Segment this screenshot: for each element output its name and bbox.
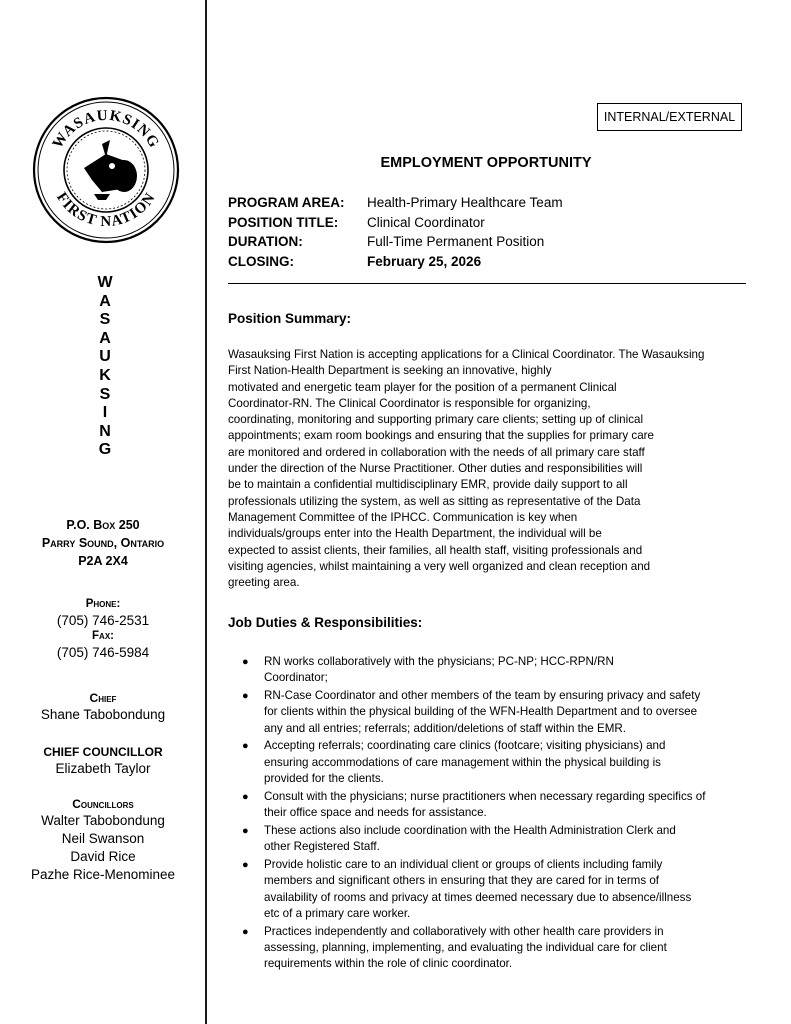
page-title: EMPLOYMENT OPPORTUNITY (380, 155, 592, 171)
vertical-letter: K (99, 366, 111, 384)
job-duties-list (228, 654, 748, 974)
detail-label: CLOSING: (228, 254, 294, 270)
beaver-emblem-icon (84, 140, 137, 200)
list-item-line: Practices independently and collaboratively with other health care providers in (264, 924, 664, 938)
detail-value: February 25, 2026 (367, 254, 482, 270)
chief-councillor-label: CHIEF COUNCILLOR (43, 745, 163, 759)
sidebar (0, 0, 206, 1024)
summary-line: Management Committee of the IPHCC. Communication is key when (228, 510, 578, 524)
councillor-name: Neil Swanson (61, 831, 145, 846)
list-item-line: Consult with the physicians; nurse practitioners when necessary regarding specifics of (264, 789, 706, 803)
job-duties-heading: Job Duties & Responsibilities: (228, 615, 423, 630)
councillors-label: Councillors (72, 797, 134, 811)
list-item (228, 738, 748, 787)
posting-type-badge: INTERNAL/EXTERNAL (597, 103, 742, 131)
councillor-name: Pazhe Rice-Menominee (30, 867, 176, 882)
list-item-line: provided for the clients. (264, 772, 384, 786)
detail-value: Clinical Coordinator (367, 214, 485, 230)
list-item-line: assessing, planning, implementing, and evaluating the individual care for client (264, 941, 667, 955)
vertical-letter: U (99, 348, 111, 366)
mailing-address (0, 516, 206, 570)
seal-bottom-text: FIRST NATION (52, 189, 160, 231)
vertical-letter: S (99, 385, 111, 403)
vertical-letter: A (99, 329, 111, 347)
list-item-line: RN-Case Coordinator and other members of the team by ensuring privacy and safety (264, 689, 701, 703)
phone-number: (705) 746-2531 (56, 613, 150, 628)
list-item-line: Provide holistic care to an individual client or groups of clients including family (264, 858, 663, 872)
chief-label: Chief (89, 691, 117, 705)
summary-line: individuals/groups enter into the Health Department, the individual will be (228, 527, 602, 541)
summary-line: coordinating, monitoring and supporting primary care clients; setting up of clinical (228, 413, 644, 427)
vertical-community-name (93, 274, 117, 460)
councillors-block (0, 796, 206, 884)
chief-councillor-block (0, 744, 206, 778)
position-summary-text (228, 347, 746, 591)
list-item-line: for clients within the physical building of the WFN-Health Department and to oversee (264, 705, 698, 719)
summary-line: Coordinator-RN. The Clinical Coordinator is responsible for organizing, (228, 396, 591, 410)
list-item (228, 823, 748, 856)
detail-value: Full-Time Permanent Position (367, 234, 545, 250)
summary-line: greeting area. (228, 576, 300, 590)
sidebar-divider (205, 0, 207, 1024)
summary-line: expected to assist clients, their families, all health staff, visiting professionals and (228, 543, 643, 557)
seal-top-text: WASAUKSING (49, 107, 163, 152)
chief-block (0, 690, 206, 724)
detail-label: POSITION TITLE: (228, 214, 339, 230)
summary-line: professionals utilizing the system, as well as sitting as representative of the Data (228, 494, 641, 508)
chief-name: Shane Tabobondung (40, 707, 166, 722)
detail-row-closing (228, 252, 563, 272)
phone-label: Phone: (85, 598, 121, 610)
list-item-line: RN works collaboratively with the physicians; PC-NP; HCC-RPN/RN (264, 655, 614, 668)
vertical-letter: W (97, 274, 113, 291)
vertical-letter: S (99, 311, 111, 329)
position-details (228, 193, 563, 272)
address-line: Parry Sound, Ontario (41, 536, 165, 550)
detail-label: DURATION: (228, 234, 303, 250)
list-item-line: their office space and needs for assistance. (264, 806, 487, 820)
summary-line: visiting agencies, whilst maintaining a very well organized and clean reception and (228, 559, 651, 573)
address-line: P2A 2X4 (78, 554, 128, 568)
detail-row-program-area (228, 193, 563, 213)
list-item-line: other Registered Staff. (264, 840, 380, 854)
vertical-letter: G (98, 441, 112, 459)
bullet-icon: ● (242, 790, 249, 803)
list-item (228, 654, 748, 687)
councillor-name: David Rice (70, 849, 136, 864)
bullet-icon: ● (242, 690, 249, 703)
section-divider (228, 283, 746, 284)
chief-councillor-name: Elizabeth Taylor (55, 761, 151, 776)
vertical-letter: N (99, 422, 111, 440)
list-item-line: requirements within the role of clinic coordinator. (264, 957, 513, 971)
list-item (228, 924, 748, 973)
vertical-letter: A (99, 292, 111, 310)
detail-label: PROGRAM AREA: (228, 195, 345, 210)
position-summary-heading: Position Summary: (228, 311, 352, 326)
detail-row-position-title (228, 213, 563, 233)
summary-line: Wasauksing First Nation is accepting applications for a Clinical Coordinator. The Wasauksing (228, 348, 705, 361)
summary-line: be to maintain a confidential multidisciplinary EMR, provide daily support to all (228, 478, 628, 492)
list-item-line: etc of a primary care worker. (264, 906, 411, 920)
summary-line: under the direction of the Nurse Practitioner. Other duties and responsibilities will (228, 462, 643, 476)
contact-numbers (0, 598, 206, 662)
wasauksing-first-nation-seal-logo (32, 96, 180, 244)
list-item-line: Coordinator; (264, 671, 328, 685)
summary-line: motivated and energetic team player for the position of a permanent Clinical (228, 380, 617, 394)
address-line: P.O. Box 250 (66, 518, 140, 532)
councillor-name: Walter Tabobondung (41, 813, 165, 828)
list-item-line: ensuring accommodations of care management within the physical building is (264, 755, 661, 769)
list-item-line: any and all entries; referrals; addition/deletions of staff within the EMR. (264, 721, 626, 735)
fax-number: (705) 746-5984 (56, 645, 150, 660)
list-item-line: Accepting referrals; coordinating care clinics (footcare; visiting physicians) and (264, 739, 666, 753)
summary-line: First Nation-Health Department is seeking an innovative, highly (228, 364, 552, 378)
list-item (228, 789, 748, 822)
list-item-line: members and significant others in ensuring that they are cared for in terms of (264, 874, 660, 888)
bullet-icon: ● (242, 925, 249, 938)
bullet-icon: ● (242, 656, 249, 668)
vertical-letter: I (102, 404, 108, 422)
detail-value: Health-Primary Healthcare Team (367, 195, 563, 210)
bullet-icon: ● (242, 859, 249, 872)
fax-label: Fax: (92, 630, 114, 642)
list-item-line: availability of rooms and privacy at times deemed necessary due to absence/illness (264, 890, 692, 904)
bullet-icon: ● (242, 740, 249, 753)
list-item-line: These actions also include coordination with the Health Administration Clerk and (264, 823, 676, 837)
list-item (228, 688, 748, 737)
bullet-icon: ● (242, 824, 249, 837)
summary-line: are monitored and ordered in collaboration with the needs of all primary care staff (228, 445, 645, 459)
detail-row-duration (228, 232, 563, 252)
list-item (228, 857, 748, 922)
summary-line: appointments; exam room bookings and ensuring that the supplies for primary care (228, 429, 654, 443)
